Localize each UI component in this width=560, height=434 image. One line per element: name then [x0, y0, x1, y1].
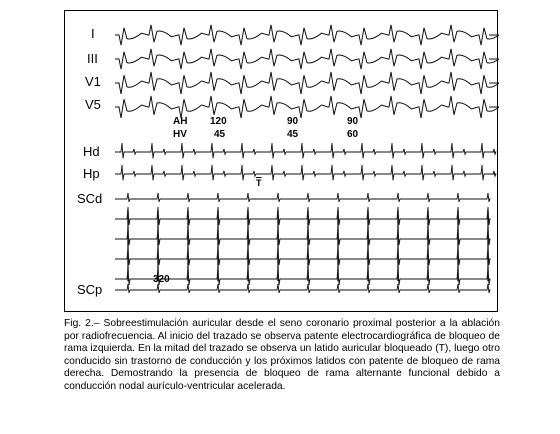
trace-cs-channel-3 — [115, 247, 490, 265]
trace-scp — [115, 284, 490, 293]
ecg-figure — [64, 10, 498, 312]
hv-value-2: 45 — [287, 129, 299, 140]
trace-lead-v1 — [115, 72, 499, 94]
trace-cs-channel-2 — [115, 227, 490, 245]
hv-value-1: 45 — [214, 129, 226, 140]
lead-label-v1: V1 — [85, 74, 101, 89]
trace-hd — [115, 143, 496, 158]
trace-hp — [115, 165, 496, 180]
caption-label: Fig. 2.– — [64, 318, 100, 329]
lead-label-hd: Hd — [83, 144, 100, 159]
ah-value-3: 90 — [347, 116, 359, 127]
figure-caption — [64, 318, 500, 394]
scp-interval-label: 320 — [153, 274, 170, 285]
hv-label: HV — [173, 129, 187, 140]
blocked-beat-marker: $\overline{T}$ — [256, 178, 262, 188]
ah-label: AH — [173, 116, 188, 127]
lead-label-scd: SCd — [77, 191, 103, 206]
ah-value-2: 90 — [287, 116, 299, 127]
lead-label-iii: III — [87, 51, 98, 66]
lead-label-hp: Hp — [83, 166, 100, 181]
caption-text: Sobreestimulación auricular desde el seno coronario proximal posterior a la ablación por radiofrecuencia. Al inicio del trazado se observa patente electrocardiográfica de bloqueo de rama izquierda. En la mitad del trazado se observa un latido auricular bloqueado (T), luego otro conducido sin trastorno de conducción y los próximos latidos con patente de bloqueo de rama derecha. Demostrando la presencia de bloqueo de rama alternante funcional debido a conducción nodal aurículo-ventricular acelerada. — [64, 318, 500, 392]
lead-label-scp: SCp — [77, 282, 103, 297]
ah-value-1: 120 — [210, 116, 227, 127]
trace-scd — [115, 193, 490, 202]
lead-label-i: I — [91, 26, 95, 41]
trace-lead-iii — [115, 49, 499, 69]
trace-cs-channel-4 — [115, 267, 490, 285]
lead-label-v5: V5 — [85, 97, 101, 112]
trace-lead-i — [115, 25, 499, 45]
ecg-tracings — [65, 11, 499, 313]
trace-cs-channel-1 — [115, 207, 490, 225]
trace-lead-v5 — [115, 96, 499, 118]
hv-value-3: 60 — [347, 129, 359, 140]
